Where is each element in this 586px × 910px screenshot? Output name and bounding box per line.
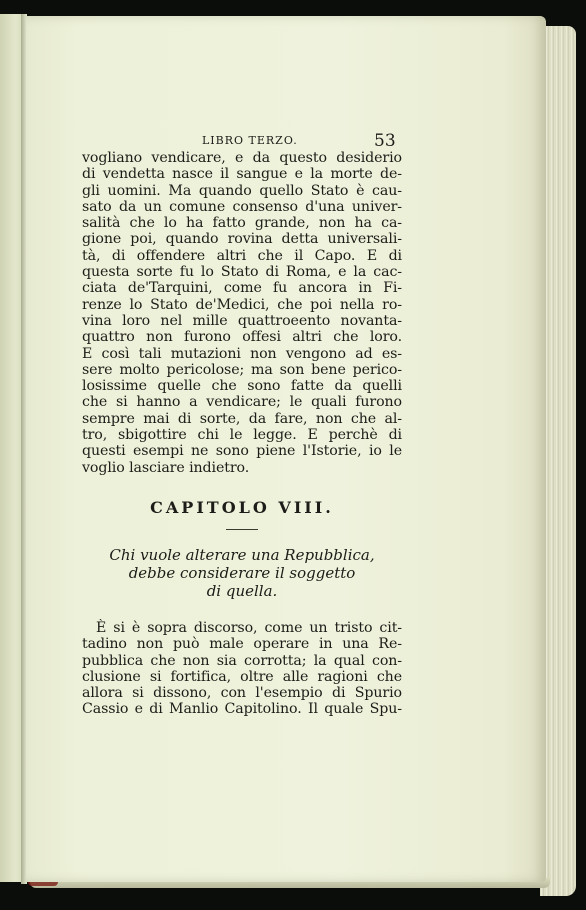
running-head (82, 124, 402, 150)
text-line: di vendetta nasce il sangue e la morte de- (82, 166, 402, 183)
text-line: allora si dissono, con l'esempio di Spurio (82, 685, 402, 702)
text-line: Cassio e di Manlio Capitolino. Il quale Spu- (82, 701, 402, 718)
running-title: LIBRO TERZO. (202, 134, 298, 147)
text-line: questi esempi ne sono piene l'Istorie, io le (82, 443, 402, 460)
text-line: sempre mai di sorte, da fare, non che al- (82, 410, 402, 427)
text-line: tà, di offendere altri che il Capo. E di (82, 247, 402, 264)
text-line: losissime quelle che sono fatte da quelli (82, 378, 402, 395)
text-line: che si hanno a vendicare; le quali furono (82, 394, 402, 411)
chapter-rule (226, 529, 258, 530)
text-line: salità che lo ha fatto grande, non ha ca- (82, 215, 402, 232)
paragraph-continued (82, 150, 402, 476)
text-line: gli uomini. Ma quando quello Stato è cau- (82, 182, 402, 199)
page-text (82, 124, 402, 718)
subtitle-line: debbe considerare il soggetto (128, 563, 356, 582)
text-line: gione poi, quando rovina detta universali- (82, 231, 402, 248)
text-line: clusione si fortifica, oltre alle ragioni che (82, 668, 402, 685)
chapter-subtitle (82, 546, 402, 600)
text-line: vogliano vendicare, e da questo desiderio (82, 150, 402, 166)
text-line: tro, sbigottire chi le legge. E perchè di (82, 427, 402, 444)
subtitle-line: Chi vuole alterare una Repubblica, (109, 545, 375, 564)
text-line: E così tali mutazioni non vengono ad es- (82, 345, 402, 362)
text-line: vina loro nel mille quattroeento novanta- (82, 312, 402, 329)
subtitle-line: di quella. (206, 581, 278, 600)
text-line: voglio lasciare indietro. (82, 459, 250, 476)
text-line: tadino non può male operare in una Re- (82, 636, 402, 653)
text-line: questa sorte fu lo Stato di Roma, e la cac- (82, 264, 402, 281)
text-line: renze lo Stato de'Medici, che poi nella ro- (82, 296, 402, 313)
previous-page-edge (0, 14, 23, 882)
paragraph-chapter-start (82, 620, 402, 718)
text-line: quattro non furono offesi altri che loro. (82, 329, 402, 346)
text-line: sere molto pericolose; ma son bene perico- (82, 361, 402, 378)
chapter-title: CAPITOLO VIII. (150, 497, 334, 517)
text-line: sato da un comune consenso d'una univer- (82, 198, 402, 215)
text-line: È si è sopra discorso, come un tristo cit- (96, 619, 402, 636)
page-number: 53 (374, 131, 396, 151)
text-line: pubblica che non sia corrotta; la qual con- (82, 652, 402, 669)
text-line: ciata de'Tarquini, come fu ancora in Fi- (82, 280, 402, 297)
